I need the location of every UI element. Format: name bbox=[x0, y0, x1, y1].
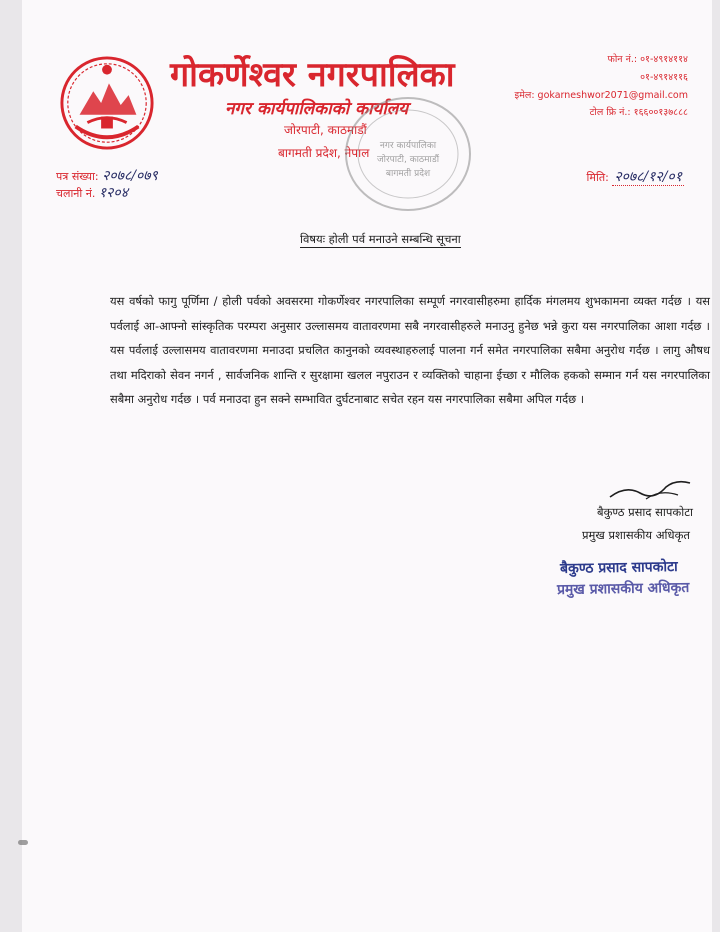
org-address-line2: बागमती प्रदेश, नेपाल bbox=[278, 146, 370, 160]
signatory-name: बैकुण्ठ प्रसाद सापकोटा bbox=[597, 505, 693, 519]
org-address-line1: जोरपाटी, काठमाडौं bbox=[284, 123, 367, 137]
org-title: गोकर्णेश्वर नगरपालिका bbox=[170, 55, 455, 95]
phone-1: फोन नं.: ०१-४९१४११४ bbox=[607, 54, 688, 65]
stamp-line-1: नगर कार्यपालिका bbox=[379, 141, 437, 151]
dispatch-value: १२०४ bbox=[98, 185, 128, 201]
letter-date bbox=[587, 167, 684, 186]
letter-page bbox=[22, 0, 712, 932]
letter-body: यस वर्षको फागु पूर्णिमा / होली पर्वको अवसरमा गोकर्णेश्वर नगरपालिका सम्पूर्ण नगरवासीहरुमा हार्दिक मंगलमय शुभकामना व्यक्त गर्दछ । यस पर्वलाई आ-आफ्नो सांस्कृतिक परम्परा अनुसार उल्लासमय वातावरणमा सबै नगरवासीहरुले मनाउनु हुनेछ भन्ने कुरा यस नगरपालिका आशा गर्दछ । यस पर्वलाई उल्लासमय वातावरणमा मनाउदा प्रचलित कानुनको व्यवस्थाहरुलाई पालना गर्न समेत नगरपालिका सबैमा अनुरोध गर्दछ । लागु औषध तथा मदिराको सेवन नगर्न , सार्वजनिक शान्ति र सुरक्षामा खलल नपुराउन र व्यक्तिको चाहाना ईच्छा र मौलिक हकको सम्मान गर्न यस नगरपालिका सबैमा अनुरोध गर्दछ । पर्व मनाउदा हुन सक्ने सम्भावित दुर्घटनाबाट सचेत रहन यस नगरपालिका सबैमा अपिल गर्दछ । bbox=[110, 294, 710, 407]
stamp-name: बैकुण्ठ प्रसाद सापकोटा bbox=[559, 558, 678, 578]
dispatch-label: चलानी नं. bbox=[56, 187, 96, 200]
stamp-line-3: बागमती प्रदेश bbox=[385, 169, 431, 179]
stamp-title: प्रमुख प्रशासकीय अधिकृत bbox=[556, 579, 690, 599]
scan-speck bbox=[18, 840, 28, 845]
nepal-emblem-icon bbox=[58, 54, 156, 152]
signatory-title: प्रमुख प्रशासकीय अधिकृत bbox=[582, 528, 690, 542]
dispatch-number bbox=[56, 183, 128, 202]
date-value: २०७८/१२/०१ bbox=[614, 169, 682, 185]
signature-icon bbox=[606, 475, 696, 505]
reference-value: २०७८/०७९ bbox=[102, 168, 158, 184]
email: इमेल: gokarneshwor2071@gmail.com bbox=[514, 90, 688, 101]
phone-2: ०१-४९१४११६ bbox=[640, 72, 688, 83]
reference-label: पत्र संख्या: bbox=[56, 170, 99, 183]
toll-free: टोल फ्रि नं.: १६६००१३७८८८ bbox=[589, 107, 688, 118]
org-subtitle: नगर कार्यपालिकाको कार्यालय bbox=[225, 99, 409, 119]
stamp-line-2: जोरपाटी, काठमाडौं bbox=[376, 155, 440, 165]
letter-subject: विषयः होली पर्व मनाउने सम्बन्धि सूचना bbox=[300, 232, 461, 246]
office-stamp-icon bbox=[328, 92, 478, 217]
date-label: मिति: bbox=[586, 171, 609, 184]
